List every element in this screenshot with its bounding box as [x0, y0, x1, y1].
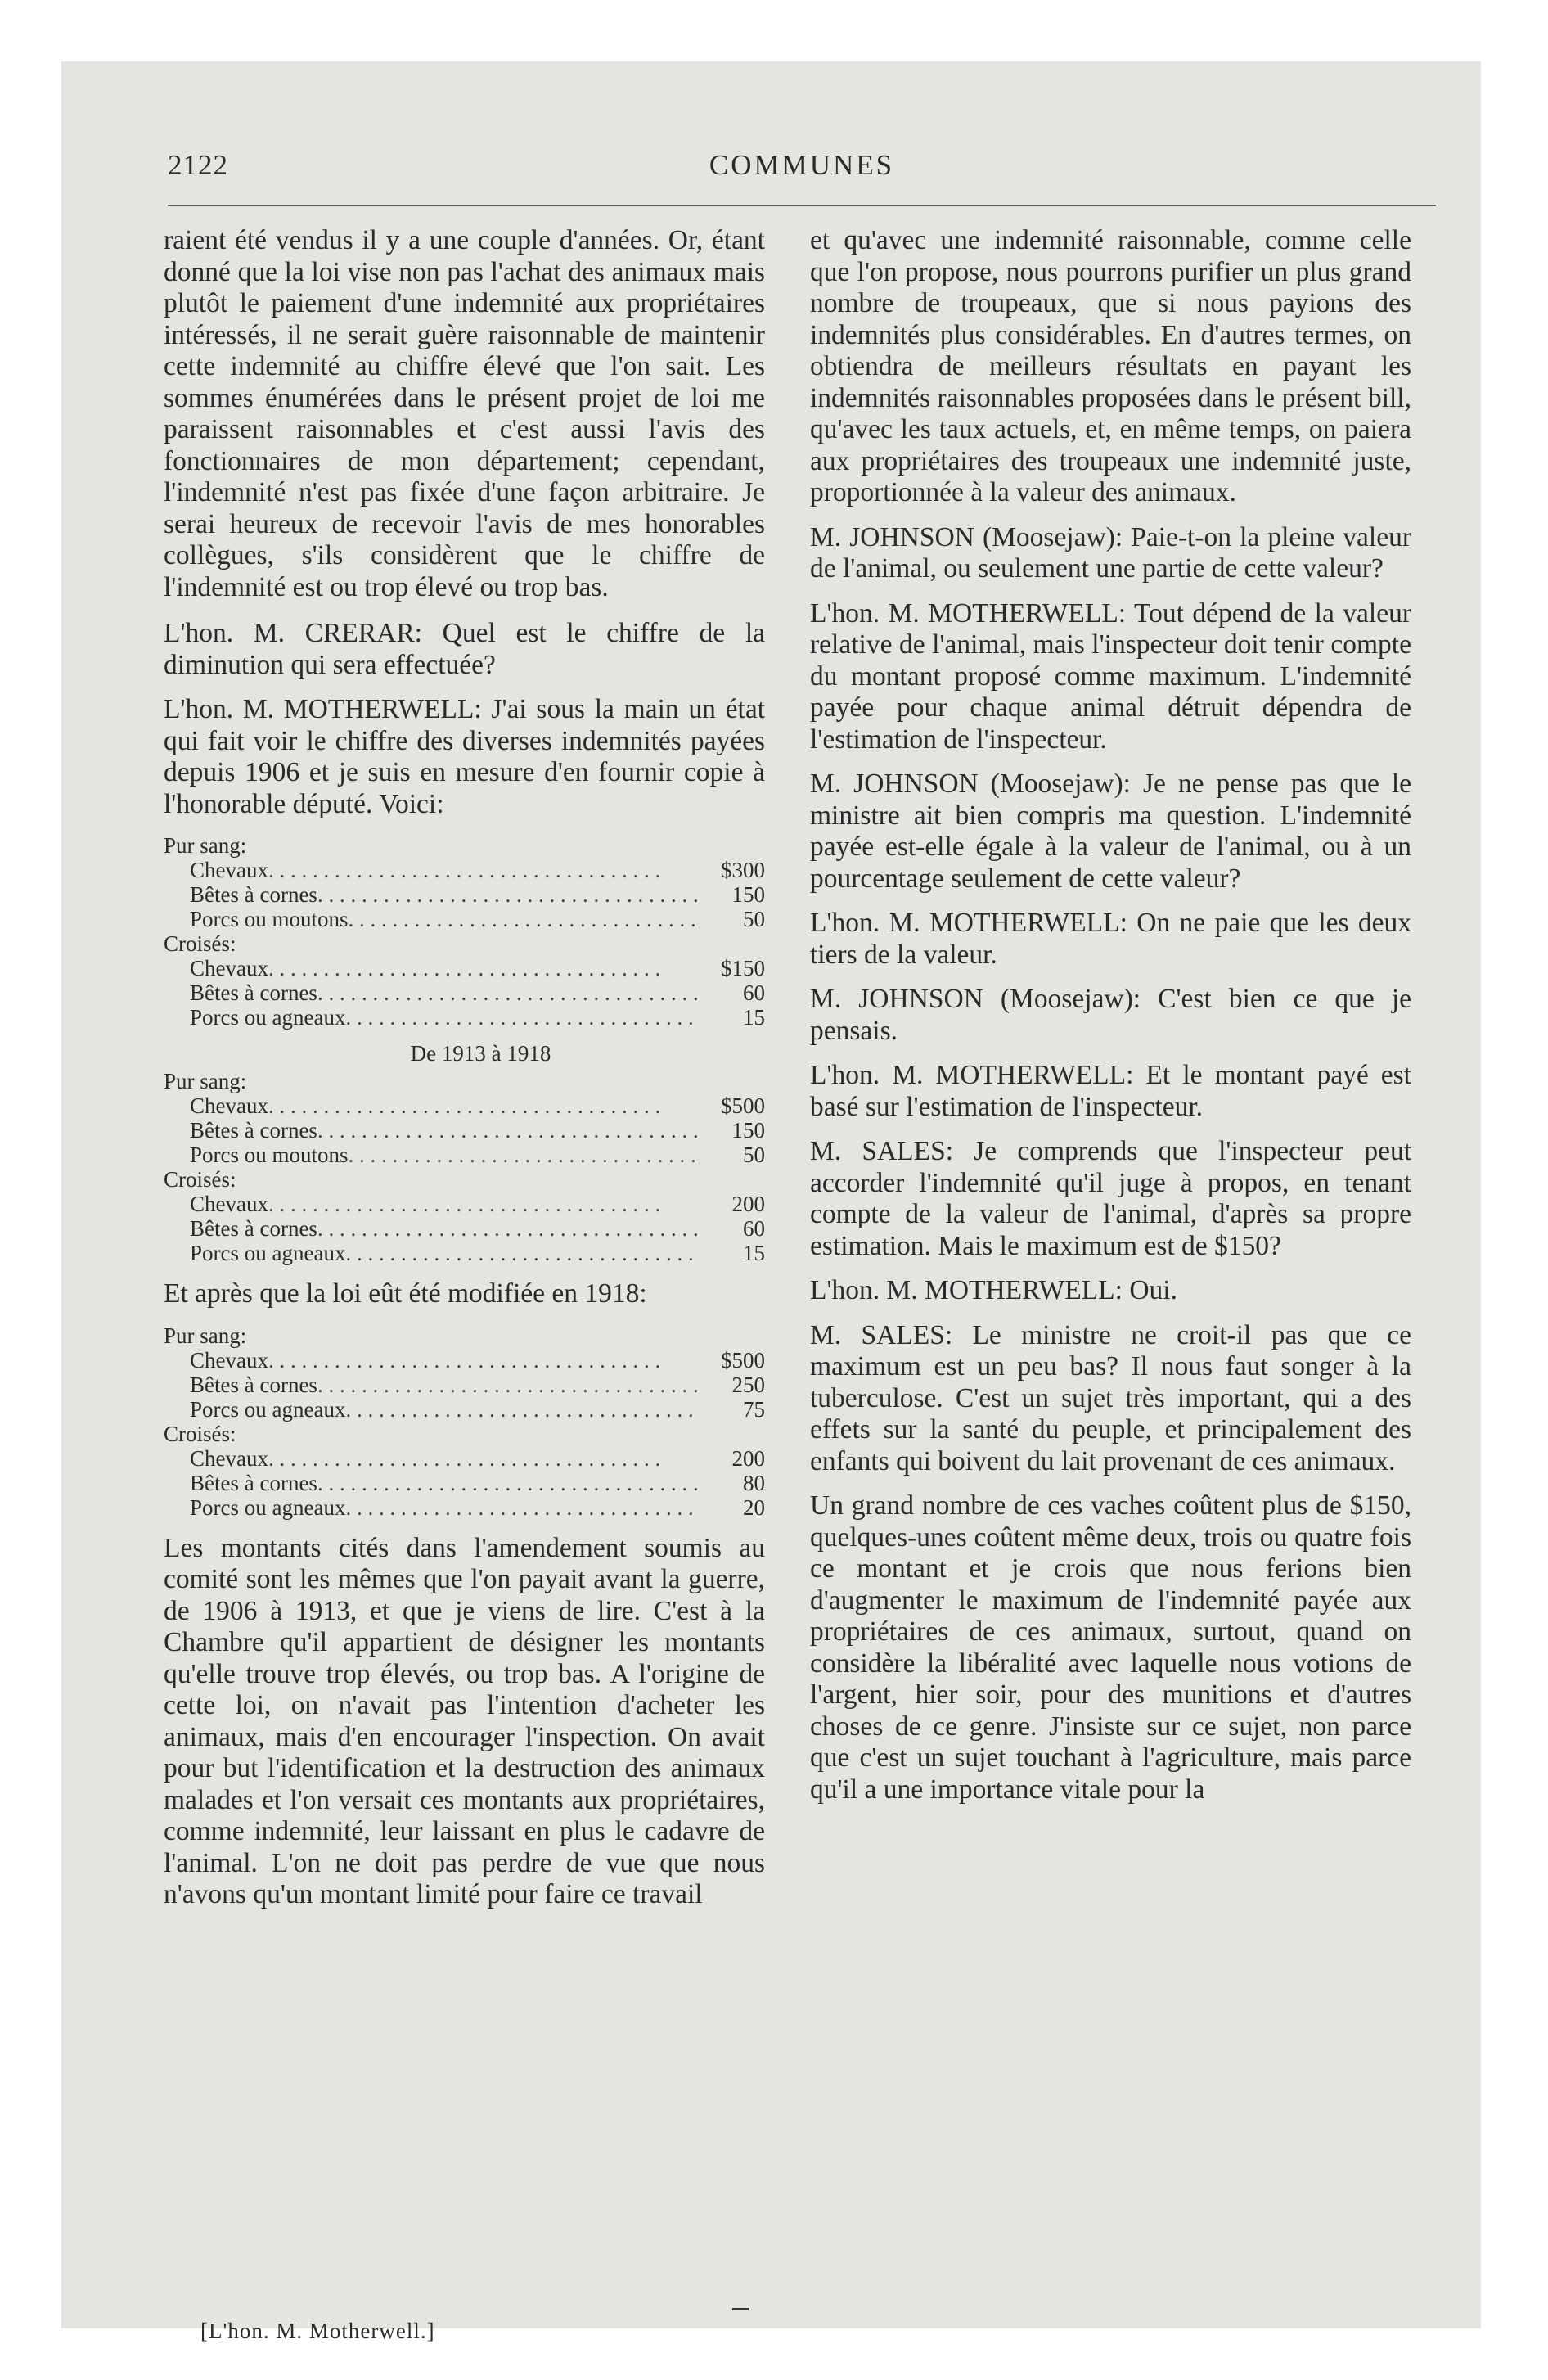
row-label: Bêtes à cornes	[190, 1216, 317, 1241]
row-label: Bêtes à cornes	[190, 1118, 317, 1143]
table-row	[164, 1397, 765, 1422]
right-column	[810, 225, 1411, 1819]
row-label: Porcs ou agneaux	[190, 1241, 346, 1265]
indemnity-table-1906	[164, 833, 765, 1265]
row-value: 150	[731, 882, 765, 907]
table-row	[164, 1192, 765, 1216]
dot-leader	[268, 1446, 700, 1471]
table-row	[164, 1216, 765, 1241]
row-value: $500	[721, 1347, 765, 1373]
dot-leader	[268, 1348, 700, 1373]
table-row	[164, 1446, 765, 1471]
row-value: 150	[731, 1118, 765, 1143]
row-value: 60	[743, 1216, 765, 1241]
paragraph: M. SALES: Je comprends que l'inspecteur peut accorder l'indemnité qu'il juge à propos, en tenant compte de la valeur de l'animal, d'après sa propre estimation. Mais le maximum est de $150?	[810, 1136, 1411, 1261]
table-row	[164, 1348, 765, 1373]
paragraph: M. JOHNSON (Moosejaw): Paie-t-on la pleine valeur de l'animal, ou seulement une partie de cette valeur?	[810, 521, 1411, 584]
running-head	[168, 144, 1436, 183]
row-value: 50	[743, 1143, 765, 1167]
table-row	[164, 980, 765, 1005]
dot-leader	[345, 1005, 700, 1030]
paragraph: L'hon. M. MOTHERWELL: Tout dépend de la valeur relative de l'animal, mais l'inspecteur doit tenir compte du montant proposé comme maximum. L'indemnité payée pour chaque animal détruit dépendra de l'estimation de l'inspecteur.	[810, 597, 1411, 755]
paragraph: M. SALES: Le ministre ne croit-il pas que ce maximum est un peu bas? Il nous faut songer à la tuberculose. C'est un sujet très important, qui a des effets sur la santé du peuple, et principalement des enfants qui boivent du lait provenant de ces animaux.	[810, 1319, 1411, 1476]
table-row	[164, 1373, 765, 1397]
row-value: 75	[743, 1396, 765, 1422]
paragraph: Et après que la loi eût été modifiée en 1918:	[164, 1278, 647, 1309]
paragraph: raient été vendus il y a une couple d'années. Or, étant donné que la loi vise non pas l'achat des animaux mais plutôt le paiement d'une indemnité aux propriétaires intéressés, il ne serait guère raisonnable de maintenir cette indemnité au chiffre élevé que l'on sait. Les sommes énumérées dans le présent projet de loi me paraissent raisonnables et c'est aussi l'avis des fonctionnaires de mon département; cependant, l'indemnité n'est pas fixée d'une façon arbitraire. Je serai heureux de recevoir l'avis de mes honorables collègues, s'ils considèrent que le chiffre de l'indemnité est ou trop élevé ou trop bas.	[164, 225, 765, 602]
table-row	[164, 1005, 765, 1030]
row-label: Bêtes à cornes	[190, 1372, 317, 1397]
row-label: Bêtes à cornes	[190, 882, 317, 907]
dot-leader	[268, 1192, 700, 1216]
table-row	[164, 1241, 765, 1265]
dot-leader	[317, 882, 700, 907]
dot-leader	[317, 1471, 700, 1495]
indemnity-table-1918	[164, 1323, 765, 1520]
table-row	[164, 1471, 765, 1495]
table-row	[164, 1495, 765, 1520]
row-value: $500	[721, 1093, 765, 1118]
speaker-reference: [L'hon. M. Motherwell.]	[200, 2319, 435, 2343]
row-label: Bêtes à cornes	[190, 980, 317, 1005]
group-label: Pur sang:	[164, 1069, 247, 1093]
table-row	[164, 1093, 765, 1118]
row-value: 15	[743, 1005, 765, 1030]
row-label: Chevaux	[190, 1347, 268, 1373]
paragraph: L'hon. M. MOTHERWELL: J'ai sous la main un état qui fait voir le chiffre des diverses indemnités payées depuis 1906 et je suis en mesure d'en fournir copie à l'honorable député. Voici:	[164, 694, 765, 819]
row-label: Porcs ou agneaux	[190, 1396, 346, 1422]
dot-leader	[317, 980, 700, 1005]
row-label: Bêtes à cornes	[190, 1470, 317, 1495]
table-row	[164, 1143, 765, 1167]
dot-leader	[268, 858, 700, 882]
continuation-mark	[732, 2308, 749, 2310]
dot-leader	[345, 1397, 700, 1422]
row-label: Porcs ou moutons	[190, 907, 349, 931]
table-row	[164, 882, 765, 907]
header-rule	[168, 205, 1436, 206]
group-label: Pur sang:	[164, 1323, 247, 1348]
paragraph: M. JOHNSON (Moosejaw): Je ne pense pas que le ministre ait bien compris ma question. L'indemnité payée est-elle égale à la valeur de l'animal, ou à un pourcentage seulement de cette valeur?	[810, 769, 1411, 894]
dot-leader	[317, 1118, 700, 1143]
page-header-title: COMMUNES	[709, 149, 895, 181]
row-value: 80	[743, 1470, 765, 1495]
row-label: Porcs ou agneaux	[190, 1005, 346, 1030]
dot-leader	[349, 1143, 700, 1167]
group-label: Croisés:	[164, 1167, 236, 1192]
row-label: Chevaux	[190, 858, 268, 882]
row-label: Chevaux	[190, 956, 268, 980]
page-number: 2122	[168, 149, 228, 181]
row-value: 15	[743, 1241, 765, 1265]
paragraph: M. JOHNSON (Moosejaw): C'est bien ce que je pensais.	[810, 984, 1411, 1046]
table-subheading: De 1913 à 1918	[410, 1041, 551, 1066]
row-value: 50	[743, 907, 765, 931]
row-label: Chevaux	[190, 1192, 268, 1216]
dot-leader	[345, 1241, 700, 1265]
row-value: 250	[731, 1372, 765, 1397]
dot-leader	[268, 1093, 700, 1118]
dot-leader	[317, 1216, 700, 1241]
paragraph: L'hon. M. MOTHERWELL: Oui.	[810, 1275, 1177, 1305]
paragraph: Un grand nombre de ces vaches coûtent plus de $150, quelques-unes coûtent même deux, trois ou quatre fois ce montant et je crois que nous ferions bien d'augmenter le maximum de l'indemnité payée aux propriétaires de ces animaux, surtout, quand on considère la libéralité avec laquelle nous votions de l'argent, hier soir, pour des munitions et d'autres choses de ce genre. J'insiste sur ce sujet, non parce que c'est un sujet touchant à l'agriculture, mais parce qu'il a une importance vitale pour la	[810, 1490, 1411, 1805]
row-value: 200	[731, 1192, 765, 1216]
left-column	[164, 225, 765, 1924]
table-row	[164, 907, 765, 931]
group-label: Croisés:	[164, 1421, 236, 1446]
row-label: Chevaux	[190, 1093, 268, 1118]
row-label: Chevaux	[190, 1445, 268, 1471]
row-value: 60	[743, 980, 765, 1005]
dot-leader	[345, 1495, 700, 1520]
paragraph: et qu'avec une indemnité raisonnable, comme celle que l'on propose, nous pourrons purifier un plus grand nombre de troupeaux, que si nous payions des indemnités plus considérables. En d'autres termes, on obtiendra de meilleurs résultats en payant les indemnités raisonnables proposées dans le présent bill, qu'avec les taux actuels, et, en même temps, on paiera aux propriétaires des troupeaux une indemnité juste, proportionnée à la valeur des animaux.	[810, 225, 1411, 507]
table-row	[164, 956, 765, 980]
row-value: $150	[721, 956, 765, 980]
row-value: 200	[731, 1445, 765, 1471]
group-label: Croisés:	[164, 931, 236, 956]
row-value: 20	[743, 1494, 765, 1520]
group-label: Pur sang:	[164, 833, 247, 858]
row-label: Porcs ou agneaux	[190, 1494, 346, 1520]
dot-leader	[349, 907, 700, 931]
paragraph: L'hon. M. CRERAR: Quel est le chiffre de la diminution qui sera effectuée?	[164, 618, 765, 680]
dot-leader	[317, 1373, 700, 1397]
table-row	[164, 1118, 765, 1143]
paragraph: L'hon. M. MOTHERWELL: On ne paie que les deux tiers de la valeur.	[810, 908, 1411, 970]
dot-leader	[268, 956, 700, 980]
paragraph: L'hon. M. MOTHERWELL: Et le montant payé est basé sur l'estimation de l'inspecteur.	[810, 1060, 1411, 1122]
table-row	[164, 858, 765, 882]
paragraph: Les montants cités dans l'amendement soumis au comité sont les mêmes que l'on payait avant la guerre, de 1906 à 1913, et que je viens de lire. C'est à la Chambre qu'il appartient de désigner les montants qu'elle trouve trop élevés, ou trop bas. A l'origine de cette loi, on n'avait pas l'intention d'acheter les animaux, mais d'en encourager l'inspection. On avait pour but l'identification et la destruction des animaux malades et l'on versait ces montants aux propriétaires, comme indemnité, leur laissant en plus le cadavre de l'animal. L'on ne doit pas perdre de vue que nous n'avons qu'un montant limité pour faire ce travail	[164, 1532, 765, 1909]
row-label: Porcs ou moutons	[190, 1143, 349, 1167]
row-value: $300	[721, 858, 765, 882]
